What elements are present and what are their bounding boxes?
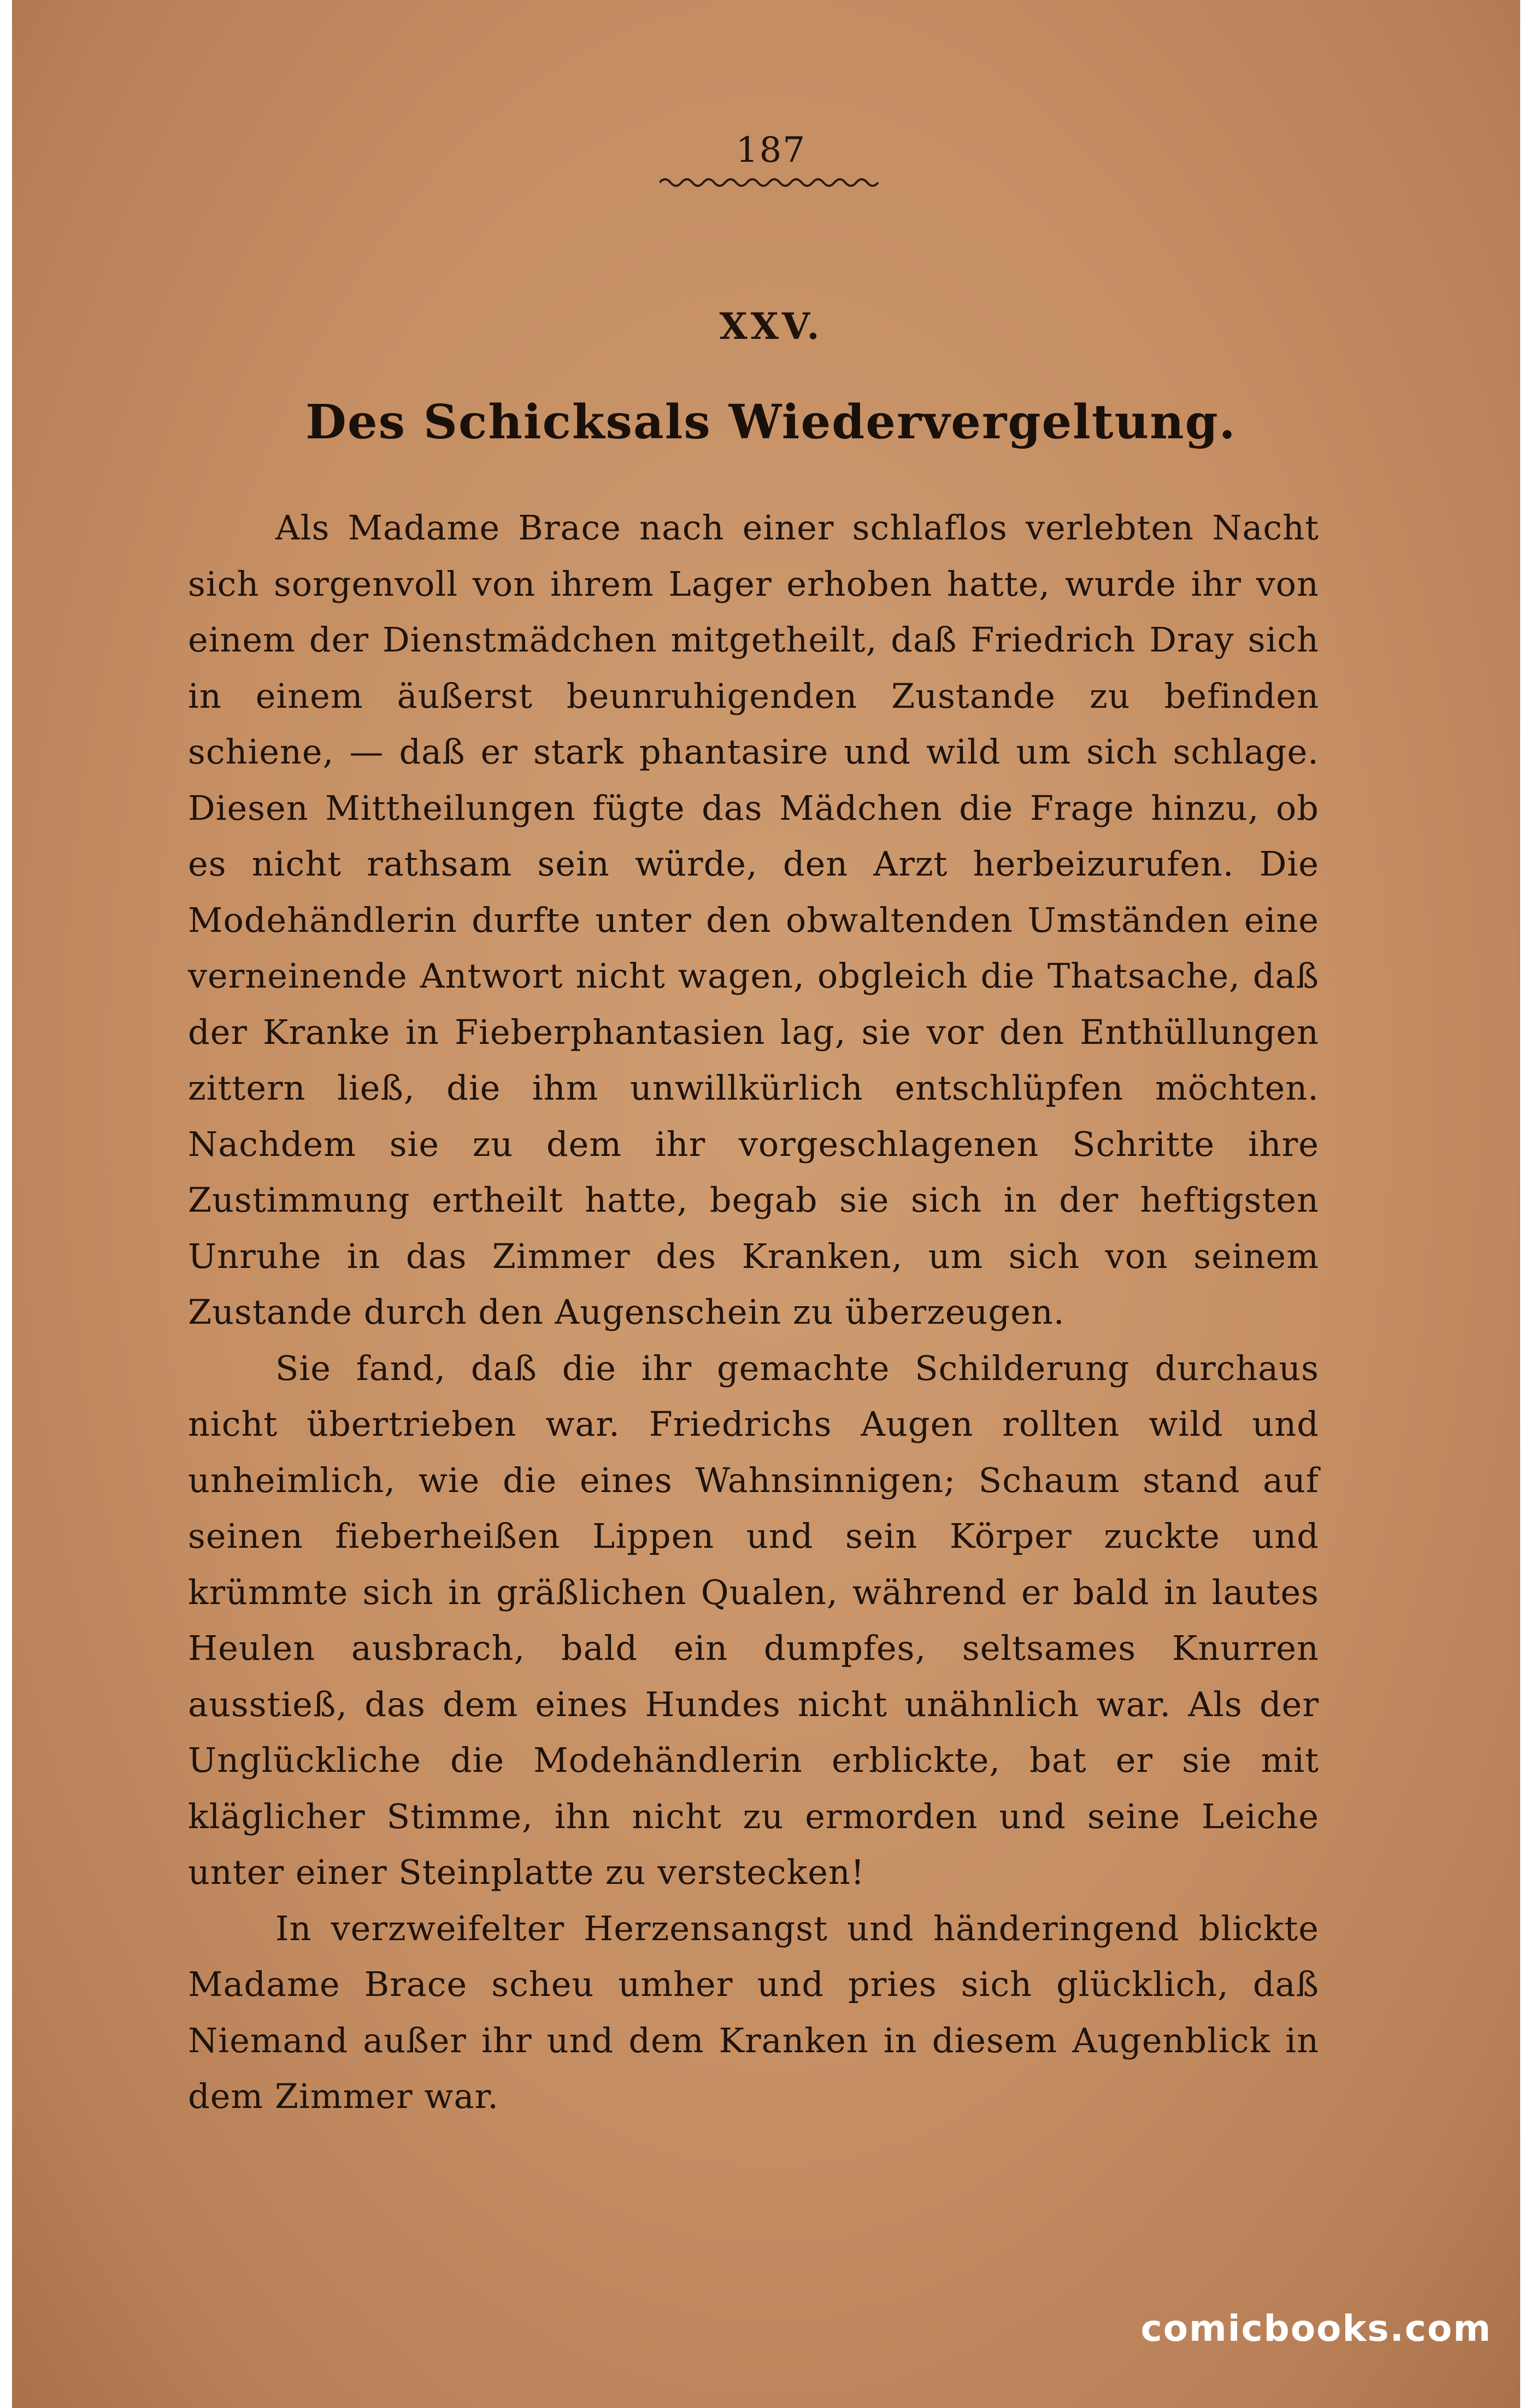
chapter-title: Des Schicksals Wiedervergeltung. bbox=[305, 395, 1237, 450]
book-page bbox=[12, 0, 1530, 2408]
body-text bbox=[188, 500, 1319, 2125]
paragraph: Als Madame Brace nach einer schlaflos verlebten Nacht sich sorgenvoll von ihrem Lager erhoben hatte, wurde ihr von einem der Dienstmädchen mitgetheilt, daß Friedrich Dray sich in einem äußerst beunruhigenden Zustande zu befinden schiene, — daß er stark phantasire und wild um sich schlage. Diesen Mittheilungen fügte das Mädchen die Frage hinzu, ob es nicht rathsam sein würde, den Arzt herbeizurufen. Die Modehändlerin durfte unter den obwaltenden Umständen eine verneinende Antwort nicht wagen, obgleich die Thatsache, daß der Kranke in Fieberphantasien lag, sie vor den Enthüllungen zittern ließ, die ihm unwillkürlich entschlüpfen möchten. Nachdem sie zu dem ihr vorgeschlagenen Schritte ihre Zustimmung ertheilt hatte, begab sie sich in der heftigsten Unruhe in das Zimmer des Kranken, um sich von seinem Zustande durch den Augenschein zu überzeugen. bbox=[188, 508, 1319, 1332]
page-number: 187 bbox=[735, 130, 807, 171]
paragraph: Sie fand, daß die ihr gemachte Schilderung durchaus nicht übertrieben war. Friedrichs Augen rollten wild und unheimlich, wie die eines Wahnsinnigen; Schaum stand auf seinen fieberheißen Lippen und sein Körper zuckte und krümmte sich in gräßlichen Qualen, während er bald in lautes Heulen ausbrach, bald ein dumpfes, seltsames Knurren ausstieß, das dem eines Hundes nicht unähnlich war. Als der Unglückliche die Modehändlerin erblickte, bat er sie mit kläglicher Stimme, ihn nicht zu ermorden und seine Leiche unter einer Steinplatte zu verstecken! bbox=[188, 1348, 1319, 1892]
watermark: comicbooks.com bbox=[1140, 2307, 1492, 2350]
chapter-number: XXV. bbox=[719, 305, 823, 348]
wavy-rule-ornament bbox=[660, 176, 884, 189]
paragraph: In verzweifelter Herzensangst und händeringend blickte Madame Brace scheu umher und pries sich glücklich, daß Niemand außer ihr und dem Kranken in diesem Augenblick in dem Zimmer war. bbox=[188, 1908, 1319, 2116]
scan-margin bbox=[1520, 0, 1530, 2408]
